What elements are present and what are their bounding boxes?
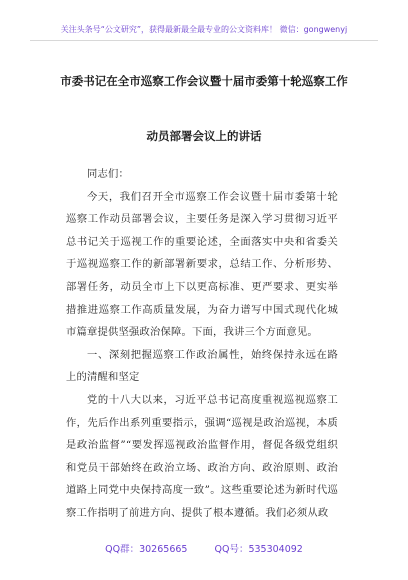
salutation: 同志们：: [87, 168, 129, 180]
footer-contact: [0, 541, 408, 555]
header-promo-note: 关注头条号“公文研究”，获得最新最全最专业的公文资料库！ 微信：gongwenyj: [60, 25, 348, 34]
document-title-line2: 动员部署会议上的讲话: [146, 129, 262, 143]
document-title-line1: 市委书记在全市巡察工作会议暨十届市委第十轮巡察工作: [60, 74, 348, 88]
section-heading-1: 一、深刻把握巡察工作政治属性，始终保持永远在路上的清醒和坚定: [66, 348, 338, 384]
header-divider: [30, 40, 378, 41]
body-paragraph-2: 党的十八大以来，习近平总书记高度重视巡视巡察工作，先后作出系列重要指示，强调“巡视是政治巡视，本质是政治监督”“要发挥巡视政治监督作用，督促各级党组织和党员干部始终在政治立场、政治方向、政治原则、政治道路上同党中央保持高度一致”。这些重要论述为新时代巡察工作指明了前进方向、提供了根本遵循。我们必须从政: [66, 393, 338, 519]
footer-qq-number: QQ号：535304092: [214, 544, 303, 555]
footer-qq-group: QQ群：30265665: [105, 544, 188, 555]
document-body: [66, 163, 338, 525]
body-paragraph-1: 今天，我们召开全市巡察工作会议暨十届市委第十轮巡察工作动员部署会议，主要任务是深入学习贯彻习近平总书记关于巡视工作的重要论述，全面落实中央和省委关于巡视巡察工作的新部署新要求，总结工作、分析形势、部署任务，动员全市上下以更高标准、更严要求、更实举措推进巡察工作高质量发展，为奋力谱写中国式现代化城市篇章提供坚强政治保障。下面，我讲三个方面意见。: [66, 190, 338, 339]
